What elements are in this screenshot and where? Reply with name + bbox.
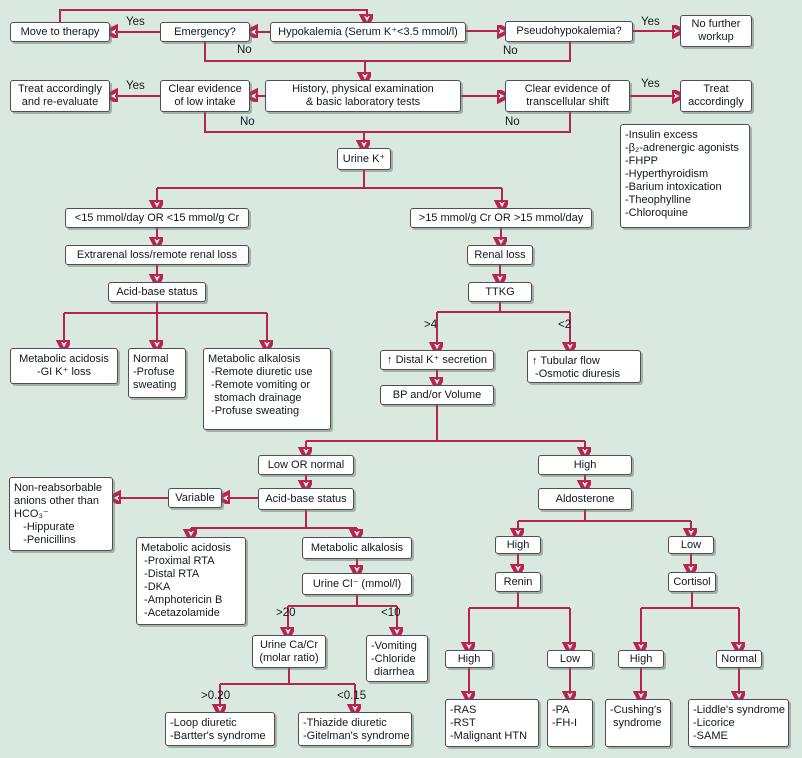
label-no-low-intake: No xyxy=(240,116,255,128)
normal-sweating-box-line: Normal xyxy=(133,353,169,365)
liddles-box-line: -Liddle's syndrome xyxy=(693,704,785,716)
label-no-transcellular: No xyxy=(505,116,520,128)
aldosterone-box-line: Aldosterone xyxy=(555,492,615,505)
treat-and-reevaluate-box-line: and re-evaluate xyxy=(21,96,99,108)
treat-accordingly-box-line: accordingly xyxy=(688,96,744,108)
thiazide-diuretic-box xyxy=(298,712,412,746)
pseudohypokalemia-box xyxy=(505,21,633,42)
pa-fh1-box-line: -FH-I xyxy=(552,717,578,729)
label-no-emergency: No xyxy=(237,44,252,56)
loop-diuretic-box-line: -Bartter's syndrome xyxy=(170,730,266,742)
cortisol-box-line: Cortisol xyxy=(673,575,711,588)
extrarenal-loss-box xyxy=(65,245,249,265)
label-yes-low-intake: Yes xyxy=(126,80,145,92)
hypokalemia-box xyxy=(270,22,466,42)
treat-accordingly-box xyxy=(680,80,752,112)
aldosterone-low-box xyxy=(668,536,714,554)
no-further-workup-box xyxy=(680,15,752,47)
treat-and-reevaluate-box xyxy=(10,80,110,112)
metabolic-alkalosis-1-box-line: stomach drainage xyxy=(208,392,302,404)
treat-accordingly-box-line: Treat xyxy=(703,83,729,95)
cushings-box-line: syndrome xyxy=(610,717,662,729)
transcellular-shift-box-line: Clear evidence of xyxy=(524,83,611,95)
no-further-workup-box-line: No further xyxy=(691,18,741,30)
metabolic-acidosis-2-box-line: -DKA xyxy=(141,581,171,593)
ttkg-box xyxy=(468,282,532,302)
low-or-normal-box-line: Low OR normal xyxy=(267,458,345,471)
transcellular-causes-box-line: -β₂-adrenergic agonists xyxy=(625,142,739,154)
transcellular-causes-box-line: -Chloroquine xyxy=(625,207,688,219)
vomiting-box-line: -Vomiting xyxy=(371,640,417,652)
cortisol-high-box xyxy=(618,650,664,668)
liddles-box xyxy=(688,699,789,747)
cortisol-normal-box xyxy=(716,650,762,668)
metabolic-alkalosis-2-box xyxy=(302,537,412,559)
metabolic-acidosis-1-box-line: -GI K⁺ loss xyxy=(36,366,92,378)
high-excretion-box-line: >15 mmol/g Cr OR >15 mmol/day xyxy=(418,211,584,224)
metabolic-acidosis-2-box-line: -Distal RTA xyxy=(141,568,200,580)
liddles-box-line: -Licorice xyxy=(693,717,735,729)
bp-volume-box xyxy=(380,385,494,405)
ras-rst-htn-box xyxy=(445,699,539,747)
label-cl-lt10: <10 xyxy=(381,607,401,619)
metabolic-alkalosis-1-box-line: -Remote vomiting or xyxy=(208,379,311,391)
thiazide-diuretic-box-line: -Gitelman's syndrome xyxy=(303,730,410,742)
tubular-flow-box-line: ↑ Tubular flow xyxy=(532,355,600,367)
label-cacr-gt020: >0.20 xyxy=(201,690,231,702)
metabolic-alkalosis-1-box-line: -Remote diuretic use xyxy=(208,366,313,378)
renin-high-box-line: High xyxy=(457,652,481,665)
label-cacr-lt015: <0.15 xyxy=(337,690,367,702)
liddles-box-line: -SAME xyxy=(693,730,728,742)
transcellular-causes-box-line: -FHPP xyxy=(625,155,658,167)
high-excretion-box xyxy=(410,208,592,228)
ttkg-box-line: TTKG xyxy=(485,285,515,298)
label-yes-emergency: Yes xyxy=(126,16,145,28)
non-reabsorbable-anions-box-line: -Hippurate xyxy=(14,521,75,533)
aldosterone-box xyxy=(538,488,632,510)
tubular-flow-box-line: -Osmotic diuresis xyxy=(532,368,621,380)
edge-therapy-feedback-arrow xyxy=(60,10,367,22)
cortisol-high-box-line: High xyxy=(629,652,653,665)
ras-rst-htn-box-line: -RAS xyxy=(450,704,477,716)
non-reabsorbable-anions-box-line: Non-reabsorbable xyxy=(14,482,103,494)
label-ttkg-lt2: <2 xyxy=(558,319,572,331)
pa-fh1-box-line: -PA xyxy=(552,704,570,716)
aldosterone-high-box-line: High xyxy=(506,538,530,551)
high-bp-box-line: High xyxy=(573,458,597,471)
low-intake-box xyxy=(160,80,250,112)
variable-box xyxy=(168,488,222,508)
history-exam-box-line: & basic laboratory tests xyxy=(305,96,421,108)
hypokalemia-box-line: Hypokalemia (Serum K⁺<3.5 mmol/l) xyxy=(278,25,458,38)
non-reabsorbable-anions-box xyxy=(9,477,113,551)
renin-low-box-line: Low xyxy=(559,652,581,665)
pa-fh1-box xyxy=(547,699,593,747)
emergency-box xyxy=(160,22,250,42)
no-further-workup-box-line: workup xyxy=(698,31,734,43)
transcellular-causes-box-line: -Insulin excess xyxy=(625,129,698,141)
transcellular-shift-box-line: transcellular shift xyxy=(526,96,609,108)
high-bp-box xyxy=(538,455,632,475)
aldosterone-low-box-line: Low xyxy=(680,538,702,551)
label-ttkg-gt4: >4 xyxy=(424,319,438,331)
aldosterone-high-box xyxy=(495,536,541,554)
extrarenal-loss-box-line: Extrarenal loss/remote renal loss xyxy=(76,248,238,261)
label-no-pseudo: No xyxy=(503,45,518,57)
metabolic-acidosis-2-box-line: -Proximal RTA xyxy=(141,555,215,567)
vomiting-box xyxy=(366,635,428,682)
low-intake-box-line: of low intake xyxy=(174,96,236,108)
metabolic-alkalosis-2-box-line: Metabolic alkalosis xyxy=(310,541,404,554)
renal-loss-box-line: Renal loss xyxy=(474,248,526,261)
acid-base-status-2-box-line: Acid-base status xyxy=(265,492,347,505)
low-intake-box-line: Clear evidence xyxy=(168,83,242,95)
transcellular-causes-box-line: -Hyperthyroidism xyxy=(625,168,709,180)
renin-low-box xyxy=(547,650,593,668)
move-to-therapy-box-line: Move to therapy xyxy=(20,25,100,38)
transcellular-causes-box-line: -Theophylline xyxy=(625,194,692,206)
ras-rst-htn-box-line: -RST xyxy=(450,717,476,729)
urine-ca-cr-box-line: Urine Ca/Cr xyxy=(259,638,319,651)
label-cl-gt20: >20 xyxy=(276,607,296,619)
transcellular-causes-box xyxy=(620,124,750,228)
low-excretion-box xyxy=(65,208,249,228)
metabolic-acidosis-1-box xyxy=(10,348,118,384)
normal-sweating-box-line: -Profuse xyxy=(133,366,175,378)
ras-rst-htn-box-line: -Malignant HTN xyxy=(450,730,528,742)
metabolic-acidosis-2-box-line: Metabolic acidosis xyxy=(141,542,231,554)
variable-box-line: Variable xyxy=(175,491,215,504)
urine-k-box-line: Urine K⁺ xyxy=(342,152,386,165)
transcellular-shift-box xyxy=(505,80,630,112)
non-reabsorbable-anions-box-line: anions other than xyxy=(14,495,100,507)
non-reabsorbable-anions-box-line: HCO₃⁻ xyxy=(14,508,49,520)
cortisol-normal-box-line: Normal xyxy=(721,652,757,665)
treat-and-reevaluate-box-line: Treat accordingly xyxy=(18,83,102,95)
normal-sweating-box xyxy=(128,348,186,398)
metabolic-acidosis-1-box-line: Metabolic acidosis xyxy=(19,353,109,365)
vomiting-box-line: diarrhea xyxy=(371,666,415,678)
urine-k-box xyxy=(337,148,391,170)
thiazide-diuretic-box-line: -Thiazide diuretic xyxy=(303,717,387,729)
normal-sweating-box-line: sweating xyxy=(133,379,177,391)
non-reabsorbable-anions-box-line: -Penicillins xyxy=(14,534,76,546)
urine-ca-cr-box-line: (molar ratio) xyxy=(259,651,319,664)
urine-cl-box-line: Urine Cl⁻ (mmol/l) xyxy=(312,577,402,590)
low-or-normal-box xyxy=(258,455,354,475)
transcellular-causes-box-line: -Barium intoxication xyxy=(625,181,722,193)
history-exam-box-line: History, physical examination xyxy=(292,83,434,95)
metabolic-alkalosis-1-box-line: -Profuse sweating xyxy=(208,405,300,417)
metabolic-alkalosis-1-box-line: Metabolic alkalosis xyxy=(208,353,301,365)
metabolic-acidosis-2-box-line: -Amphotericin B xyxy=(141,594,223,606)
renin-high-box xyxy=(445,650,493,668)
urine-cl-box xyxy=(302,573,412,595)
cushings-box xyxy=(605,699,671,747)
bp-volume-box-line: BP and/or Volume xyxy=(392,388,482,401)
low-excretion-box-line: <15 mmol/day OR <15 mmol/g Cr xyxy=(74,211,240,224)
metabolic-alkalosis-1-box xyxy=(203,348,331,430)
acid-base-status-2-box xyxy=(258,488,354,510)
distal-k-secretion-box-line: ↑ Distal K⁺ secretion xyxy=(387,353,487,366)
acid-base-status-1-box-line: Acid-base status xyxy=(116,285,198,298)
renal-loss-box xyxy=(467,245,533,265)
label-yes-pseudo: Yes xyxy=(641,16,660,28)
vomiting-box-line: -Chloride xyxy=(371,653,416,665)
loop-diuretic-box-line: -Loop diuretic xyxy=(170,717,237,729)
loop-diuretic-box xyxy=(165,712,275,746)
cortisol-box xyxy=(668,572,716,592)
distal-k-secretion-box xyxy=(380,350,494,370)
move-to-therapy-box xyxy=(10,22,110,42)
history-exam-box xyxy=(265,80,461,112)
pseudohypokalemia-box-line: Pseudohypokalemia? xyxy=(516,25,622,37)
renin-box xyxy=(495,572,541,592)
metabolic-acidosis-2-box-line: -Acetazolamide xyxy=(141,607,220,619)
emergency-box-line: Emergency? xyxy=(174,25,236,38)
metabolic-acidosis-2-box xyxy=(136,537,246,625)
renin-box-line: Renin xyxy=(503,575,533,588)
tubular-flow-box xyxy=(527,350,641,383)
acid-base-status-1-box xyxy=(108,282,206,302)
cushings-box-line: -Cushing's xyxy=(610,704,662,716)
label-yes-transcellular: Yes xyxy=(641,78,660,90)
urine-ca-cr-box xyxy=(252,635,326,668)
